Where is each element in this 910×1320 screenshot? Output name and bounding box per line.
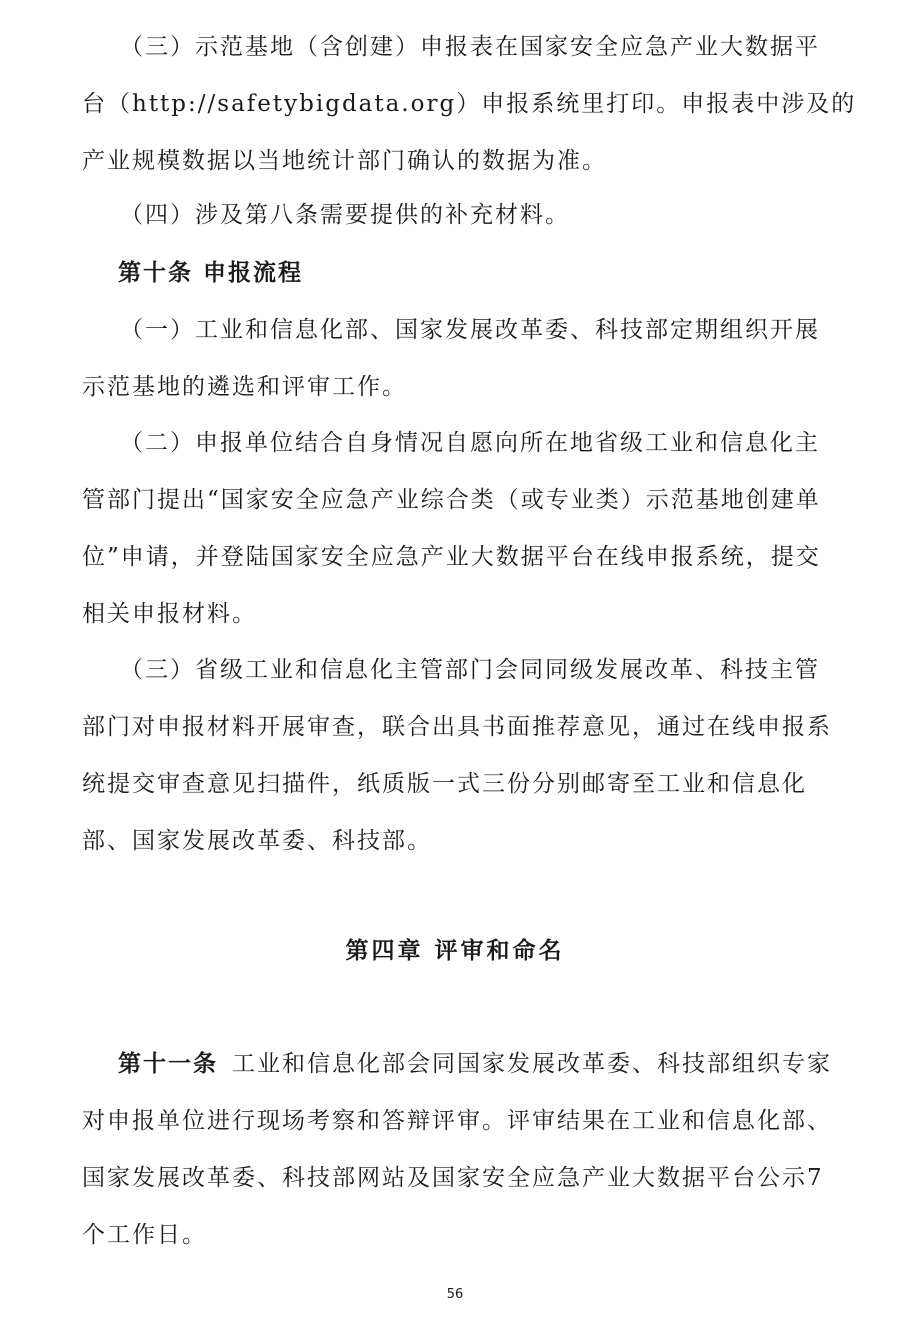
chapter4-title: 第四章 评审和命名 — [345, 937, 565, 964]
article11-title: 第十一条 — [118, 1050, 218, 1077]
text-line: 产业规模数据以当地统计部门确认的数据为准。 — [82, 148, 607, 174]
text-line: 国家发展改革委、科技部网站及国家安全应急产业大数据平台公示7 — [82, 1165, 824, 1191]
text-line: （二）申报单位结合自身情况自愿向所在地省级工业和信息化主 — [120, 430, 820, 456]
text-line: 位”申请，并登陆国家安全应急产业大数据平台在线申报系统，提交 — [82, 544, 821, 570]
text-line: 部、国家发展改革委、科技部。 — [82, 828, 432, 854]
text-line — [118, 1049, 832, 1079]
page-number: 56 — [446, 1287, 464, 1302]
text-line: （一）工业和信息化部、国家发展改革委、科技部定期组织开展 — [120, 317, 820, 343]
text-line: 个工作日。 — [82, 1222, 207, 1248]
text-line: 部门对申报材料开展审查，联合出具书面推荐意见，通过在线申报系 — [82, 714, 832, 740]
article11-first-line-text: 工业和信息化部会同国家发展改革委、科技部组织专家 — [232, 1051, 832, 1077]
text-line: 示范基地的遴选和评审工作。 — [82, 374, 407, 400]
text-line: 对申报单位进行现场考察和答辩评审。评审结果在工业和信息化部、 — [82, 1108, 832, 1134]
article10-heading: 第十条 申报流程 — [118, 259, 304, 286]
text-line: （三）省级工业和信息化主管部门会同同级发展改革、科技主管 — [120, 657, 820, 683]
text-line: （四）涉及第八条需要提供的补充材料。 — [120, 202, 570, 228]
text-line: 相关申报材料。 — [82, 601, 257, 627]
text-line: 管部门提出“国家安全应急产业综合类（或专业类）示范基地创建单 — [82, 487, 821, 513]
text-line: （三）示范基地（含创建）申报表在国家安全应急产业大数据平 — [120, 34, 820, 60]
text-line: 台（http://safetybigdata.org）申报系统里打印。申报表中涉及的 — [82, 91, 857, 117]
text-line: 统提交审查意见扫描件，纸质版一式三份分别邮寄至工业和信息化 — [82, 771, 807, 797]
